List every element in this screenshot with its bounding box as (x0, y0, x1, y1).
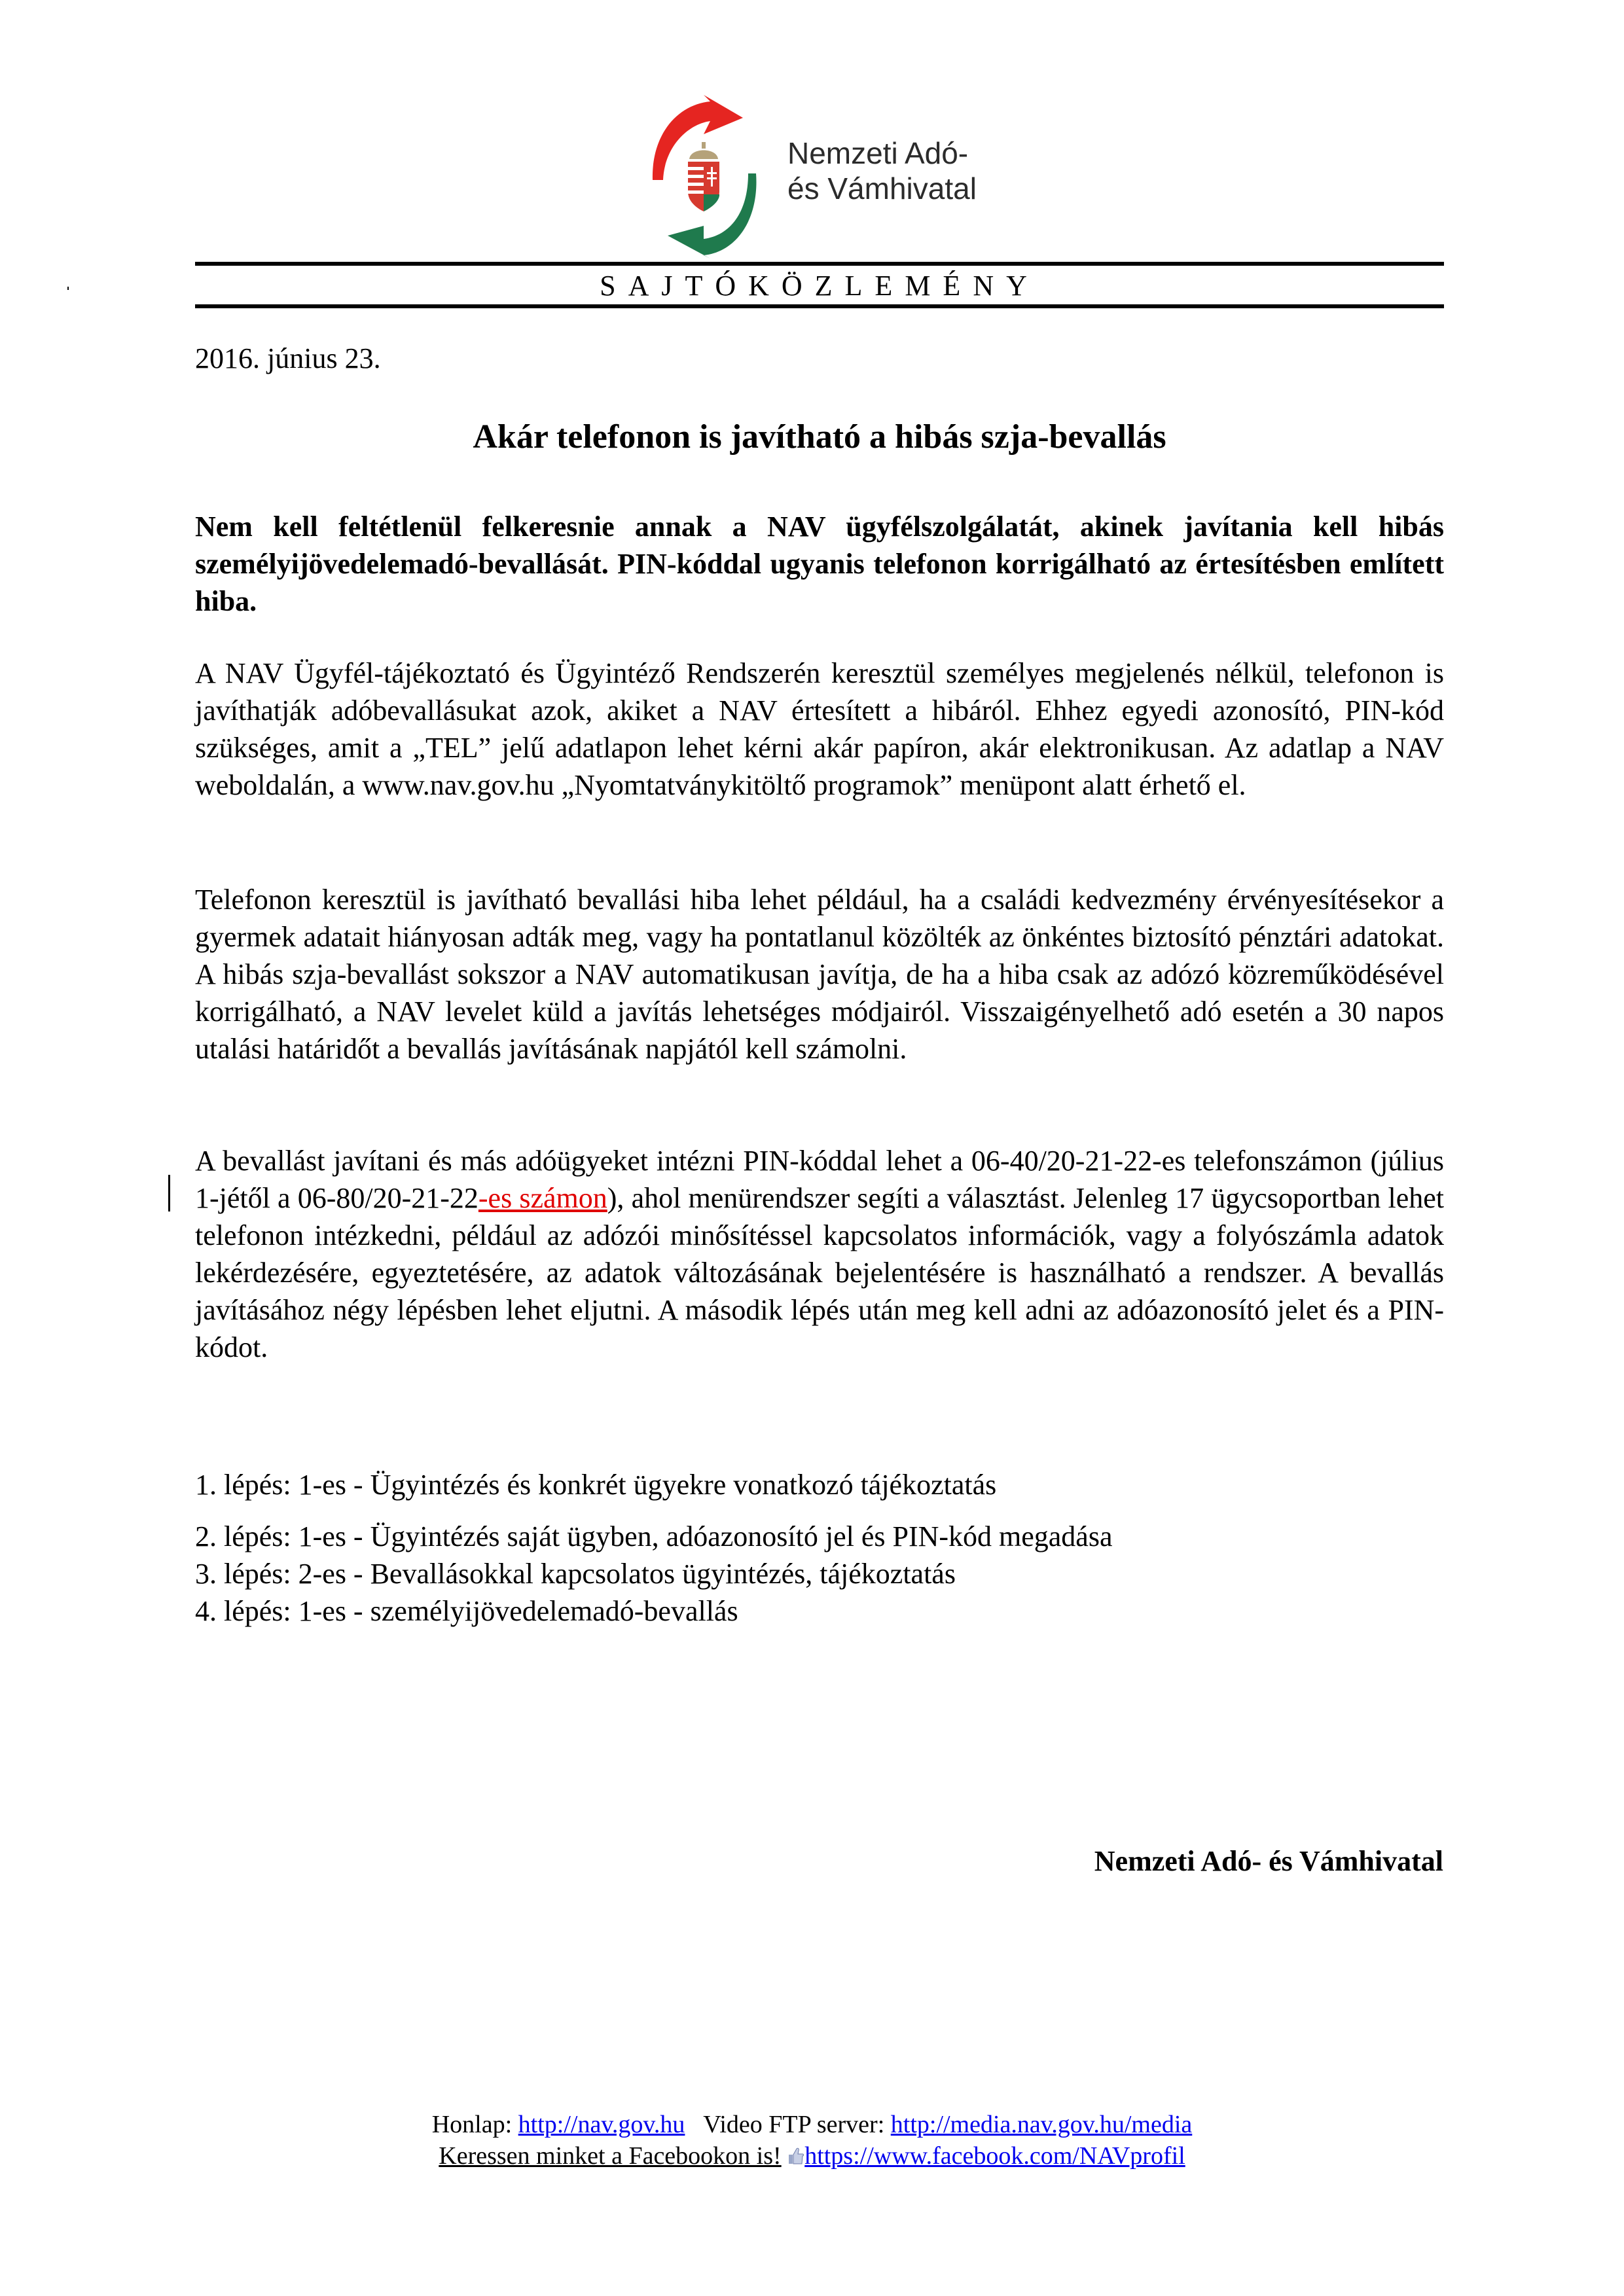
revision-bar (168, 1175, 170, 1211)
logo-line-1: Nemzeti Adó- (787, 136, 969, 170)
paragraph-3-text-before: A bevallást javítani és más adóügyeket intézni PIN-kóddal lehet a 06-40/20-21-22-es telefonszámon (július 1-jétől a 06-80/20-21-22 (195, 1145, 1444, 1214)
step-item: 4. lépés: 1-es - személyijövedelemadó-bevallás (195, 1595, 738, 1627)
thumbs-up-icon (787, 2146, 804, 2166)
release-date: 2016. június 23. (195, 342, 381, 374)
body-paragraph-1: A NAV Ügyfél-tájékoztató és Ügyintéző Rendszerén keresztül személyes megjelenés nélkül, telefonon is javíthatják adóbevallásukat azok, akiket a NAV értesített a hibáról. Ehhez egyedi azonosító, PIN-kód szükséges, amit a „TEL” jelű adatlapon lehet kérni akár papíron, akár elektronikusan. Az adatlap a NAV weboldalán, a www.nav.gov.hu „Nyomtatványkitöltő programok” menüpont alatt érhető el. (195, 657, 1444, 801)
footer (0, 2109, 1624, 2172)
facebook-label: Keressen minket a Facebookon is! (439, 2142, 782, 2170)
header-rule-top (195, 262, 1444, 266)
nav-logo (638, 95, 1005, 259)
step-item: 3. lépés: 2-es - Bevallásokkal kapcsolatos ügyintézés, tájékoztatás (195, 1558, 956, 1590)
footer-line-1 (0, 2109, 1624, 2140)
homepage-label: Honlap: (431, 2111, 513, 2138)
body-paragraph-3 (195, 1142, 1444, 1366)
lead-paragraph: Nem kell feltétlenül felkeresnie annak a NAV ügyfélszolgálatát, akinek javítania kell hibás személyijövedelemadó-bevallását. PIN-kóddal ugyanis telefonon korrigálható az értesítésben említett hiba. (195, 511, 1444, 617)
coat-of-arms (688, 142, 719, 211)
ftp-label: Video FTP server: (703, 2111, 885, 2138)
signature: Nemzeti Adó- és Vámhivatal (1094, 1845, 1443, 1877)
steps-list (195, 1466, 1113, 1630)
stray-mark (67, 287, 69, 290)
logo-text (787, 135, 977, 206)
ftp-link[interactable]: http://media.nav.gov.hu/media (890, 2111, 1193, 2138)
logo-line-2: és Vámhivatal (787, 171, 977, 206)
header-rule-bottom (195, 304, 1444, 308)
homepage-link[interactable]: http://nav.gov.hu (518, 2111, 685, 2138)
facebook-link[interactable]: https://www.facebook.com/NAVprofil (804, 2142, 1185, 2170)
page-title: Akár telefonon is javítható a hibás szja-bevallás (473, 418, 1166, 456)
tracked-change-highlight: -es számon (478, 1182, 607, 1214)
body-paragraph-2: Telefonon keresztül is javítható bevallási hiba lehet például, ha a családi kedvezmény érvényesítésekor a gyermek adatait hiányosan adták meg, vagy ha pontatlanul közölték az önkéntes biztosító pénztári adatokat. A hibás szja-bevallást sokszor a NAV automatikusan javítja, de ha a hiba csak az adózó közreműködésével korrigálható, a NAV levelet küld a javítás lehetséges módjairól. Visszaigényelhető adó esetén a 30 napos utalási határidőt a bevallás javításának napjától kell számolni. (195, 884, 1444, 1065)
paragraph-3-text-after: ), ahol menürendszer segíti a választást. Jelenleg 17 ügycsoportban lehet telefonon intézkedni, például az adózói minősítéssel kapcsolatos információk, vagy a folyószámla adatok lekérdezésére, egyeztetésére, az adatok változásának bejelentésére is használható a rendszer. A bevallás javításához négy lépésben lehet eljutni. A második lépés után meg kell adni az adóazonosító jelet és a PIN-kódot. (195, 1182, 1444, 1363)
footer-line-2 (0, 2140, 1624, 2172)
step-item: 2. lépés: 1-es - Ügyintézés saját ügyben, adóazonosító jel és PIN-kód megadása (195, 1520, 1113, 1552)
press-release-label: SAJTÓKÖZLEMÉNY (600, 270, 1039, 302)
nav-emblem-icon (638, 95, 782, 259)
step-item: 1. lépés: 1-es - Ügyintézés és konkrét ügyekre vonatkozó tájékoztatás (195, 1469, 997, 1501)
